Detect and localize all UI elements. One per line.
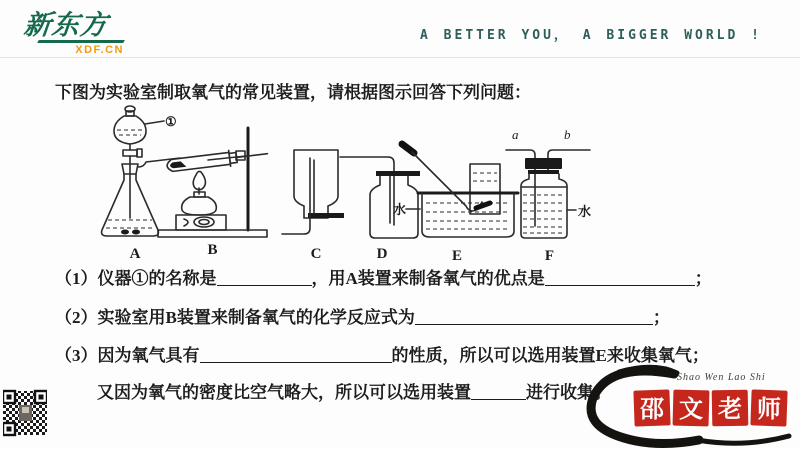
seal-char-3: 老	[718, 397, 742, 423]
question-2-text-a: 实验室用B装置来制备氧气的化学反应式为	[97, 308, 415, 327]
water-label-e: 水	[393, 202, 407, 217]
port-b-label: b	[564, 127, 571, 142]
answer-blank-1a	[217, 268, 312, 286]
question-3c-text-a: 又因为氧气的密度比空气略大，所以可以选用装置	[97, 383, 471, 402]
logo-text: 新东方	[22, 10, 110, 40]
question-1	[55, 264, 712, 289]
question-2-number: （2）	[55, 308, 98, 327]
stamp-script-text: Shao Wen Lao Shi	[677, 372, 766, 383]
question-2	[55, 303, 670, 328]
seal-char-1: 邵	[640, 397, 664, 423]
apparatus-d-label: D	[376, 246, 388, 262]
question-2-text-b: ；	[652, 308, 670, 327]
question-intro: 下图为实验室制取氧气的常见装置，请根据图示回答下列问题：	[55, 83, 531, 102]
apparatus-b-diagram	[150, 118, 275, 240]
qr-code	[3, 387, 47, 444]
question-1-text-a: 仪器①的名称是	[97, 269, 217, 288]
teacher-stamp	[579, 360, 794, 449]
apparatus-e-label: E	[451, 248, 462, 264]
question-3-text-b: 的性质，所以可以选用装置E来收集氧气；	[391, 346, 709, 365]
question-3-text-a: 因为氧气具有	[97, 346, 200, 365]
apparatus-f	[502, 126, 597, 265]
header-divider	[0, 57, 800, 58]
apparatus-b	[150, 118, 275, 259]
apparatus-f-label: F	[544, 248, 555, 264]
callout-1-label: ①	[165, 114, 177, 129]
question-1-text-b: ，用A装置来制备氧气的优点是	[311, 269, 545, 288]
logo-underline	[37, 40, 125, 43]
question-1-number: （1）	[55, 269, 98, 288]
water-label-f: 水	[578, 204, 592, 219]
answer-blank-3b	[471, 382, 526, 400]
qr-code-image	[3, 387, 47, 439]
header-slogan: A BETTER YOU， A BIGGER WORLD !	[420, 28, 762, 43]
port-a-label: a	[512, 127, 519, 142]
answer-blank-3a	[200, 345, 392, 363]
answer-blank-1b	[545, 268, 695, 286]
apparatus-c-label: C	[310, 246, 322, 262]
answer-blank-2a	[415, 307, 653, 325]
seal-squares	[633, 389, 787, 426]
question-3c-text-b: 进行收集。	[526, 383, 611, 402]
xdf-logo	[24, 10, 134, 56]
question-3-number: （3）	[55, 346, 98, 365]
teacher-stamp-image	[579, 360, 794, 449]
apparatus-a-label: A	[129, 246, 141, 262]
logo-subtext: XDF.CN	[75, 44, 124, 56]
apparatus-b-label: B	[207, 242, 218, 258]
seal-char-2: 文	[679, 397, 703, 423]
seal-char-4: 师	[757, 397, 781, 423]
question-1-text-c: ；	[694, 269, 712, 288]
question-3-continued	[97, 378, 611, 403]
apparatus-f-diagram	[502, 126, 597, 246]
